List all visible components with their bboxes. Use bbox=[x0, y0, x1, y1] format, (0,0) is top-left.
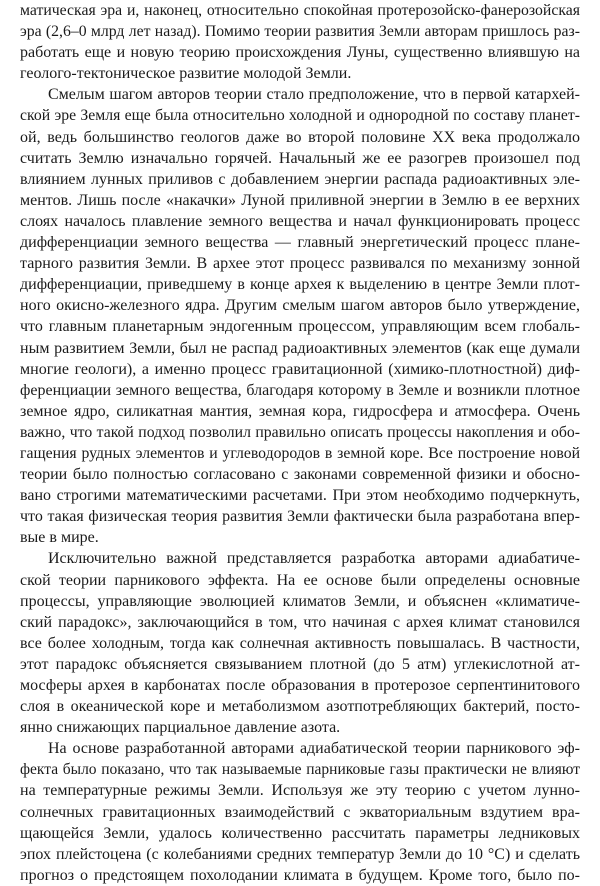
paragraph-4 bbox=[20, 738, 580, 886]
text-line: теории было полностью согласовано с законами современной физики и обосно- bbox=[20, 466, 580, 484]
text-line: все более холодным, тогда как солнечная активность повышалась. В частности, bbox=[20, 634, 580, 652]
text-line: что главным планетарным эндогенным процессом, управляющим всем глобаль- bbox=[20, 318, 580, 336]
text-line: фекта было показано, что так называемые парниковые газы практически не влияют bbox=[20, 761, 580, 779]
text-line: что такая физическая теория развития Земли фактически была разработана впер- bbox=[20, 508, 580, 526]
text-line: ментов. Лишь после «накачки» Луной приливной энергии в Землю в ее верхних bbox=[20, 191, 580, 209]
text-line: ным развитием Земли, был не распад радиоактивных элементов (как еще думали bbox=[20, 339, 580, 357]
text-line: работать еще и новую теорию происхождения Луны, существенно влиявшую на bbox=[20, 44, 580, 62]
text-line: ференциации земного вещества, благодаря которому в Земле и возникли плотное bbox=[20, 381, 580, 399]
paragraph-3 bbox=[20, 548, 580, 738]
text-line: процессы, управляющие эволюцией климатов Земли, и объяснен «климатиче- bbox=[20, 592, 580, 610]
text-line: считать Землю изначально горячей. Начальный же ее разогрев произошел под bbox=[20, 149, 580, 167]
text-line: ской эре Земля еще была относительно холодной и однородной по составу планет- bbox=[20, 107, 580, 125]
text-line: важно, что такой подход позволил правильно описать процессы накопления и обо- bbox=[20, 423, 580, 441]
text-line: На основе разработанной авторами адиабатической теории парникового эф- bbox=[48, 740, 580, 758]
text-line: ой, ведь большинство геологов даже во второй половине XX века продолжало bbox=[20, 128, 580, 146]
text-line: ский парадокс», заключающийся в том, что начиная с архея климат становился bbox=[20, 613, 580, 631]
text-line: матическая эра и, наконец, относительно спокойная протерозойско-фанерозойская bbox=[20, 2, 580, 19]
text-line: земное ядро, силикатная мантия, земная кора, гидросфера и атмосфера. Очень bbox=[20, 402, 580, 420]
text-line: влиянием лунных приливов с добавлением энергии распада радиоактивных эле- bbox=[20, 170, 580, 188]
text-line: янно снижающих парциальное давление азота. bbox=[20, 719, 341, 737]
text-line: ного окисно-железного ядра. Другим смелым шагом авторов было утверждение, bbox=[20, 297, 580, 315]
text-line: дифференциации, приведшему в конце архея к выделению в центре Земли плот- bbox=[20, 276, 580, 294]
paragraph-2 bbox=[20, 84, 580, 548]
text-line: мосферы архея в карбонатах после образования в протерозое серпентинитового bbox=[20, 677, 580, 694]
text-line: гащения рудных элементов и углеводородов в земной коре. Все построение новой bbox=[20, 444, 580, 462]
document-page bbox=[20, 0, 580, 886]
text-line: вые в мире. bbox=[20, 529, 99, 547]
paragraph-1 bbox=[20, 0, 580, 84]
text-line: эра (2,6–0 млрд лет назад). Помимо теории развития Земли авторам пришлось раз- bbox=[20, 23, 580, 41]
text-line: солнечных гравитационных взаимодействий с экваториальным вздутием вра- bbox=[20, 803, 580, 821]
text-line: дифференциации земного вещества — главный энергетический процесс плане- bbox=[20, 234, 580, 252]
text-line: вано строгими математическими расчетами. При этом необходимо подчеркнуть, bbox=[20, 487, 580, 505]
text-line: эпох плейстоцена (с колебаниями средних температур Земли до 10 °С) и сделать bbox=[20, 845, 580, 863]
text-line: ской теории парникового эффекта. На ее основе были определены основные bbox=[20, 571, 580, 589]
text-line: слоя в океанической коре и метаболизмом азотпотребляющих бактерий, посто- bbox=[20, 698, 580, 716]
text-line: щающейся Земли, удалось количественно рассчитать параметры ледниковых bbox=[20, 824, 580, 842]
text-line: Исключительно важной представляется разработка авторами адиабатиче- bbox=[48, 550, 580, 568]
text-line: прогноз о предстоящем похолодании климата в будущем. Кроме того, было по- bbox=[20, 866, 580, 884]
text-line: на температурные режимы Земли. Используя же эту теорию с учетом лунно- bbox=[20, 782, 580, 800]
text-line: многие геологи), а именно процесс гравитационной (химико-плотностной) диф- bbox=[20, 360, 580, 378]
text-line: Смелым шагом авторов теории стало предположение, что в первой катархей- bbox=[48, 86, 580, 104]
text-line: слоях началось плавление земного вещества и начал функционировать процесс bbox=[20, 212, 580, 230]
text-line: геолого-тектоническое развитие молодой Земли. bbox=[20, 65, 352, 83]
text-line: этот парадокс объясняется связыванием плотной (до 5 атм) углекислотной ат- bbox=[20, 655, 580, 673]
text-line: тарного развития Земли. В архее этот процесс развивался по механизму зонной bbox=[20, 255, 580, 273]
